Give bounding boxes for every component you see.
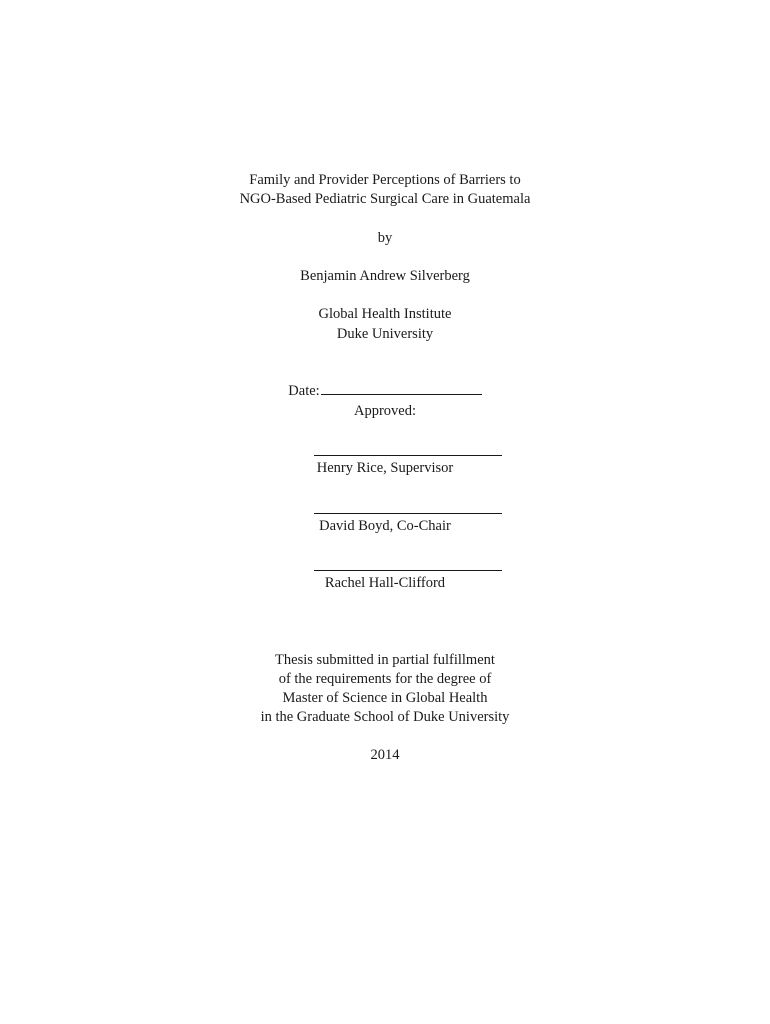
- date-signature-line: [321, 394, 482, 395]
- statement-line-1: Thesis submitted in partial fulfillment: [275, 652, 495, 668]
- university-name: Duke University: [336, 326, 434, 342]
- by-label: by: [377, 230, 393, 246]
- institute-name: Global Health Institute: [318, 306, 452, 322]
- statement-line-2: of the requirements for the degree of: [278, 671, 492, 687]
- date-row: [0, 382, 770, 401]
- thesis-title-line-2: NGO-Based Pediatric Surgical Care in Guatemala: [239, 191, 531, 207]
- signature-line-1: [314, 455, 502, 456]
- signatory-name-3: Rachel Hall-Clifford: [324, 575, 446, 591]
- date-label: Date:: [288, 383, 320, 399]
- signatory-name-1: Henry Rice, Supervisor: [316, 460, 454, 476]
- year: 2014: [370, 747, 400, 763]
- signature-line-3: [314, 570, 502, 571]
- statement-line-4: in the Graduate School of Duke University: [260, 709, 510, 725]
- signatory-name-2: David Boyd, Co-Chair: [319, 518, 451, 534]
- thesis-title-line-1: Family and Provider Perceptions of Barriers to: [249, 172, 521, 188]
- author-name: Benjamin Andrew Silverberg: [300, 268, 470, 284]
- signature-line-2: [314, 513, 502, 514]
- approved-label: Approved:: [353, 403, 416, 419]
- statement-line-3: Master of Science in Global Health: [282, 690, 488, 706]
